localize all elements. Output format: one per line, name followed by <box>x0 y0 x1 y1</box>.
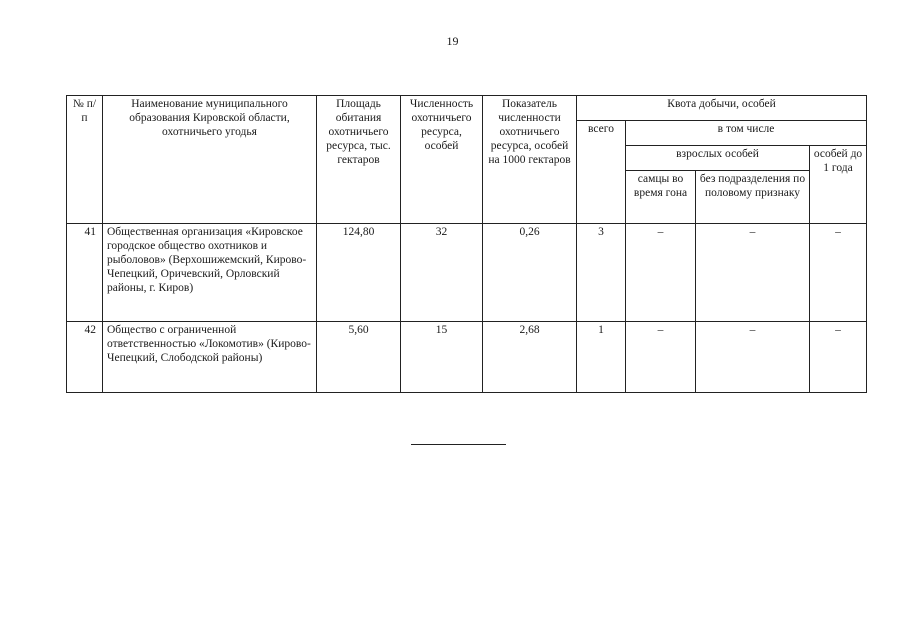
header-no-sex-split: без подразделения по половому признаку <box>696 171 810 224</box>
header-total: всего <box>577 121 626 224</box>
cell-name: Общество с ограниченной ответственностью «Локомотив» (Кирово-Чепецкий, Слободской районы) <box>103 322 317 393</box>
cell-no-sex-split: – <box>696 224 810 322</box>
header-density: Показатель численности охотничьего ресурса, особей на 1000 гектаров <box>483 96 577 224</box>
cell-num: 41 <box>67 224 103 322</box>
hunting-quota-table <box>66 95 867 393</box>
header-under-one: особей до 1 года <box>810 146 867 224</box>
header-count: Численность охотничьего ресурса, особей <box>401 96 483 224</box>
header-name: Наименование муниципального образования Кировской области, охотничьего угодья <box>103 96 317 224</box>
table-row <box>67 322 867 393</box>
header-area: Площадь обитания охотничьего ресурса, тыс. гектаров <box>317 96 401 224</box>
cell-total: 3 <box>577 224 626 322</box>
cell-males-rut: – <box>626 322 696 393</box>
cell-area: 5,60 <box>317 322 401 393</box>
page-number: 19 <box>446 34 459 48</box>
cell-under-one: – <box>810 322 867 393</box>
cell-no-sex-split: – <box>696 322 810 393</box>
cell-under-one: – <box>810 224 867 322</box>
cell-density: 0,26 <box>483 224 577 322</box>
header-row-1 <box>67 96 867 121</box>
cell-num: 42 <box>67 322 103 393</box>
cell-area: 124,80 <box>317 224 401 322</box>
cell-count: 32 <box>401 224 483 322</box>
header-including: в том числе <box>626 121 867 146</box>
cell-density: 2,68 <box>483 322 577 393</box>
header-num: № п/п <box>67 96 103 224</box>
cell-total: 1 <box>577 322 626 393</box>
cell-males-rut: – <box>626 224 696 322</box>
table-row <box>67 224 867 322</box>
header-males-rut: самцы во время гона <box>626 171 696 224</box>
header-quota: Квота добычи, особей <box>577 96 867 121</box>
header-adults: взрослых особей <box>626 146 810 171</box>
cell-name: Общественная организация «Кировское городское общество охотников и рыболовов» (Верхошижемский, Кирово-Чепецкий, Оричевский, Орловский районы, г. Киров) <box>103 224 317 322</box>
cell-count: 15 <box>401 322 483 393</box>
end-of-table-rule <box>411 444 506 445</box>
